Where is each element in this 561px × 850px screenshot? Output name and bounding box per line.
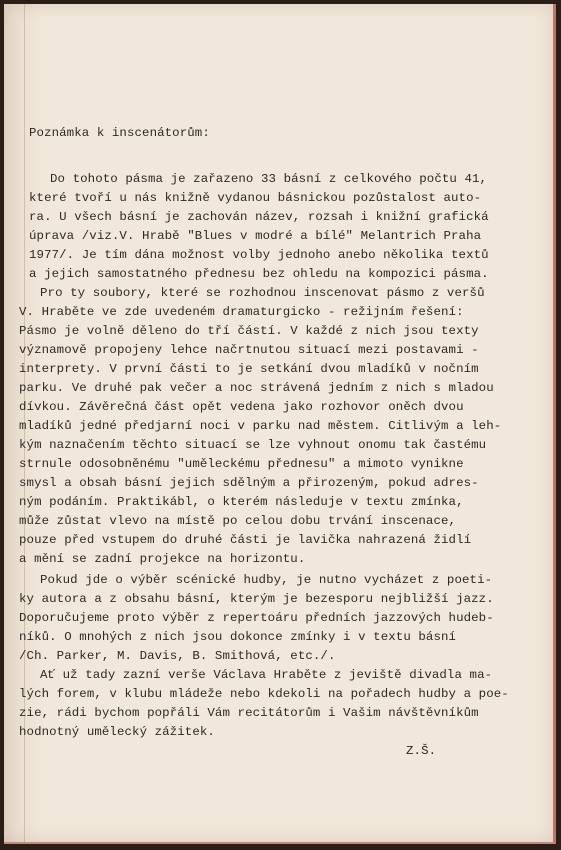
body-line: kým naznačením těchto situací se lze vyhnout onomu tak častému <box>19 438 487 452</box>
document-heading: Poznámka k inscenátorům: <box>29 126 210 140</box>
signature-initials: Z.Š. <box>406 744 437 758</box>
body-line: mladíků jedné předjarní noci v parku nad městem. Citlivým a leh- <box>19 419 502 433</box>
body-line: strnule odosobněnému "uměleckému přednesu" a mimoto vynikne <box>19 457 464 471</box>
body-line: parku. Ve druhé pak večer a noc strávená jedním z nich s mladou <box>19 381 494 395</box>
body-line: dívkou. Závěrečná část opět vedena jako rozhovor oněch dvou <box>19 400 464 414</box>
body-line: smysl a obsah básní jejich sdělným a přirozeným, pokud adres- <box>19 476 479 490</box>
body-line: 1977/. Je tím dána možnost volby jednoho anebo několika textů <box>29 248 489 262</box>
document-body <box>4 4 509 758</box>
document-page <box>4 4 556 844</box>
body-line: ra. U všech básní je zachován název, rozsah i knižní grafická <box>29 210 489 224</box>
body-line: zie, rádi bychom popřáli Vám recitátorům i Vašim návštěvníkům <box>19 706 479 720</box>
body-line: a mění se zadní projekce na horizontu. <box>19 552 306 566</box>
body-line: Do tohoto pásma je zařazeno 33 básní z celkového počtu 41, <box>50 172 488 186</box>
body-line: ným podáním. Praktikábl, o kterém následuje v textu zmínka, <box>19 495 464 509</box>
body-line: V. Hraběte ve zde uvedeném dramaturgicko - režijním řešení: <box>19 305 464 319</box>
body-line: /Ch. Parker, M. Davis, B. Smithová, etc./. <box>19 649 336 663</box>
body-line: pouze před vstupem do druhé části je lavička nahrazená židlí <box>19 533 472 547</box>
body-line: lých forem, v klubu mládeže nebo kdekoli na pořadech hudby a poe- <box>19 687 509 701</box>
body-line: Doporučujeme proto výběr z repertoáru předních jazzových hudeb- <box>19 611 494 625</box>
body-line: níků. O mnohých z nich jsou dokonce zmínky i v textu básní <box>19 630 457 644</box>
body-line: interprety. V první části to je setkání dvou mladíků v nočním <box>19 362 479 376</box>
body-line: a jejich samostatného přednesu bez ohledu na kompozici pásma. <box>29 267 489 281</box>
body-line: Ať už tady zazní verše Václava Hraběte z jeviště divadla ma- <box>40 668 493 682</box>
body-line: Pokud jde o výběr scénické hudby, je nutno vycházet z poeti- <box>40 573 493 587</box>
body-line: ky autora a z obsahu básní, kterým je bezesporu nejbližší jazz. <box>19 592 494 606</box>
body-line: které tvoří u nás knižně vydanou básnickou pozůstalost auto- <box>29 191 482 205</box>
body-line: může zůstat vlevo na místě po celou dobu trvání inscenace, <box>19 514 457 528</box>
body-line: Pásmo je volně děleno do tří částí. V každé z nich jsou texty <box>19 324 479 338</box>
body-line: úprava /viz.V. Hrabě "Blues v modré a bílé" Melantrich Praha <box>29 229 482 243</box>
body-line: hodnotný umělecký zážitek. <box>19 725 215 739</box>
body-line: významově propojeny lehce načrtnutou situací mezi postavami - <box>19 343 479 357</box>
body-line: Pro ty soubory, které se rozhodnou inscenovat pásmo z veršů <box>40 286 485 300</box>
